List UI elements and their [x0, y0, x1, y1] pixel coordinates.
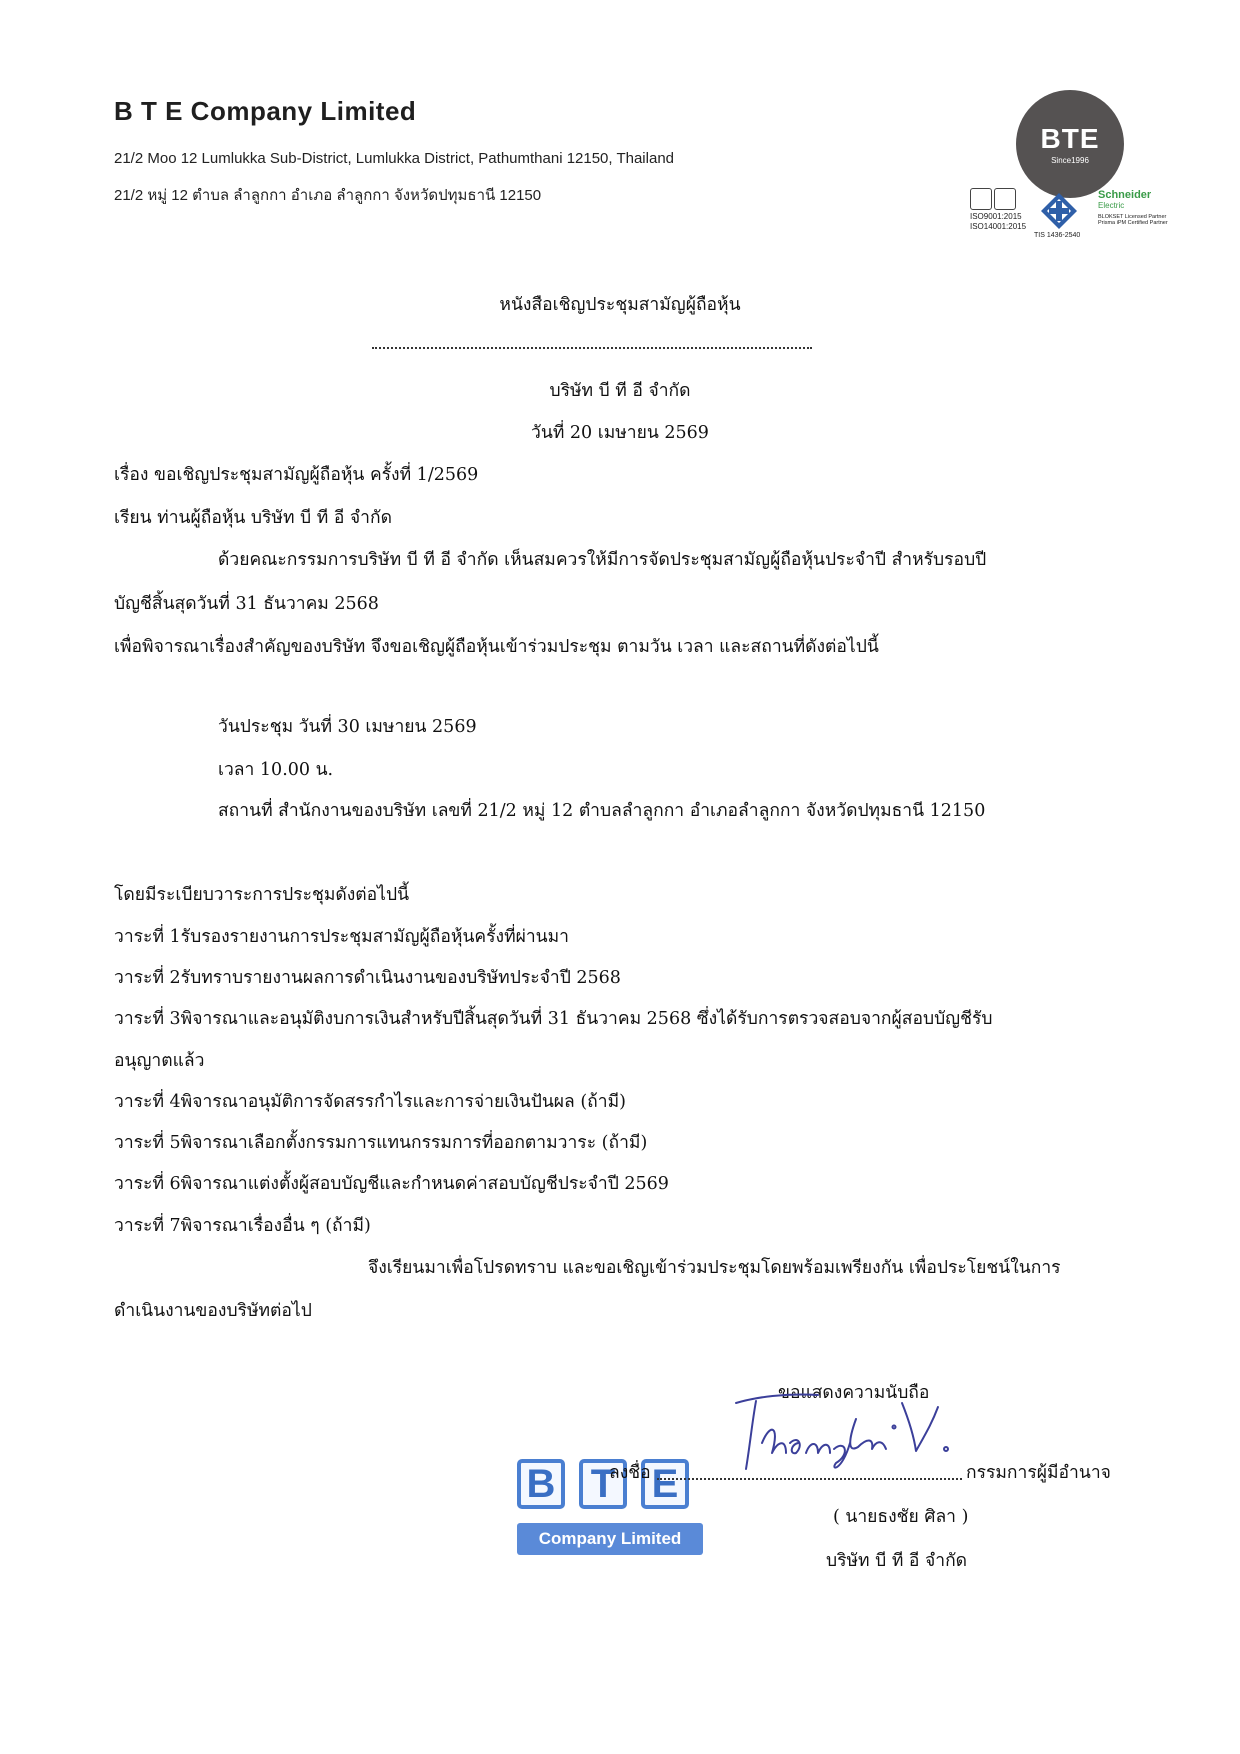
agenda-item: วาระที่ 1รับรองรายงานการประชุมสามัญผู้ถือหุ้นครั้งที่ผ่านมา [114, 927, 570, 947]
subject-line: เรื่อง ขอเชิญประชุมสามัญผู้ถือหุ้น ครั้งที่ 1/2569 [114, 465, 479, 485]
closing-line2: ดำเนินงานของบริษัทต่อไป [114, 1301, 312, 1321]
iso-badge-icon [970, 188, 992, 210]
signer-company: บริษัท บี ที อี จำกัด [826, 1551, 968, 1571]
letter-title: หนังสือเชิญประชุมสามัญผู้ถือหุ้น [499, 295, 741, 315]
certification-logos [968, 184, 1178, 239]
logo-text: BTE [1040, 123, 1100, 154]
company-name: B T E Company Limited [114, 96, 417, 126]
meeting-date: วันประชุม วันที่ 30 เมษายน 2569 [218, 717, 477, 737]
partner-blokset: BLOKSET Licensed Partner [1098, 214, 1167, 220]
signer-role: กรรมการผู้มีอำนาจ [966, 1463, 1111, 1483]
stamp-company-text: Company Limited [517, 1523, 703, 1555]
partner-prisma: Prisma iPM Certified Partner [1098, 220, 1168, 226]
stamp-letter: E [641, 1459, 689, 1509]
company-thai-name: บริษัท บี ที อี จำกัด [549, 381, 691, 401]
schneider-sub: Electric [1098, 201, 1125, 210]
agenda-intro: โดยมีระเบียบวาระการประชุมดังต่อไปนี้ [114, 885, 410, 905]
schneider-brand: Schneider [1098, 189, 1152, 201]
signature-image [726, 1383, 956, 1478]
agenda-item: วาระที่ 6พิจารณาแต่งตั้งผู้สอบบัญชีและกำหนดค่าสอบบัญชีประจำปี 2569 [114, 1174, 669, 1194]
cert-tis: TIS 1436-2540 [1034, 232, 1081, 239]
agenda-item: วาระที่ 7พิจารณาเรื่องอื่น ๆ (ถ้ามี) [114, 1216, 371, 1236]
address-thai: 21/2 หมู่ 12 ตำบล ลำลูกกา อำเภอ ลำลูกกา จังหวัดปทุมธานี 12150 [114, 187, 542, 204]
agenda-item: วาระที่ 5พิจารณาเลือกตั้งกรรมการแทนกรรมการที่ออกตามวาระ (ถ้ามี) [114, 1133, 648, 1153]
regards-text: ขอแสดงความนับถือ [778, 1383, 930, 1403]
bte-logo [1016, 90, 1124, 198]
intro-paragraph-line1: ด้วยคณะกรรมการบริษัท บี ที อี จำกัด เห็นสมควรให้มีการจัดประชุมสามัญผู้ถือหุ้นประจำปี สำหรับรอบปี [218, 550, 987, 570]
signer-name: ( นายธงชัย ศิลา ) [833, 1507, 969, 1527]
agenda-item: วาระที่ 4พิจารณาอนุมัติการจัดสรรกำไรและการจ่ายเงินปันผล (ถ้ามี) [114, 1092, 626, 1112]
intro-paragraph-line3: เพื่อพิจารณาเรื่องสำคัญของบริษัท จึงขอเชิญผู้ถือหุ้นเข้าร่วมประชุม ตามวัน เวลา และสถานที่ดังต่อไปนี้ [114, 637, 879, 657]
schneider-logo [1098, 190, 1151, 211]
meeting-place: สถานที่ สำนักงานของบริษัท เลขที่ 21/2 หมู่ 12 ตำบลลำลูกกา อำเภอลำลูกกา จังหวัดปทุมธานี 12150 [218, 801, 986, 821]
tis-mark-icon [1040, 192, 1078, 230]
logo-since: Since1996 [1051, 156, 1089, 165]
letter-date: วันที่ 20 เมษายน 2569 [531, 423, 709, 443]
meeting-time: เวลา 10.00 น. [218, 760, 334, 780]
cert-iso-14001: ISO14001:2015 [970, 222, 1027, 231]
closing-line1: จึงเรียนมาเพื่อโปรดทราบ และขอเชิญเข้าร่วมประชุมโดยพร้อมเพรียงกัน เพื่อประโยชน์ในการ [368, 1258, 1061, 1278]
stamp-letter: T [579, 1459, 627, 1509]
address-english: 21/2 Moo 12 Lumlukka Sub-District, Lumlukka District, Pathumthani 12150, Thailand [114, 150, 675, 167]
sign-label: ลงชื่อ [609, 1463, 651, 1483]
stamp-letter: B [517, 1459, 565, 1509]
iso-badge-icon-2 [994, 188, 1016, 210]
cert-iso-9001: ISO9001:2015 [970, 212, 1022, 221]
agenda-item-continued: อนุญาตแล้ว [114, 1051, 205, 1071]
title-divider [372, 347, 812, 349]
signature-line [657, 1478, 962, 1480]
agenda-item: วาระที่ 2รับทราบรายงานผลการดำเนินงานของบริษัทประจำปี 2568 [114, 968, 621, 988]
intro-paragraph-line2: บัญชีสิ้นสุดวันที่ 31 ธันวาคม 2568 [114, 594, 379, 614]
agenda-item: วาระที่ 3พิจารณาและอนุมัติงบการเงินสำหรับปีสิ้นสุดวันที่ 31 ธันวาคม 2568 ซึ่งได้รับการตรวจสอบจากผู้สอบบัญชีรับ [114, 1009, 993, 1029]
recipient-line: เรียน ท่านผู้ถือหุ้น บริษัท บี ที อี จำกัด [114, 508, 392, 528]
partner-badges [1098, 214, 1178, 226]
